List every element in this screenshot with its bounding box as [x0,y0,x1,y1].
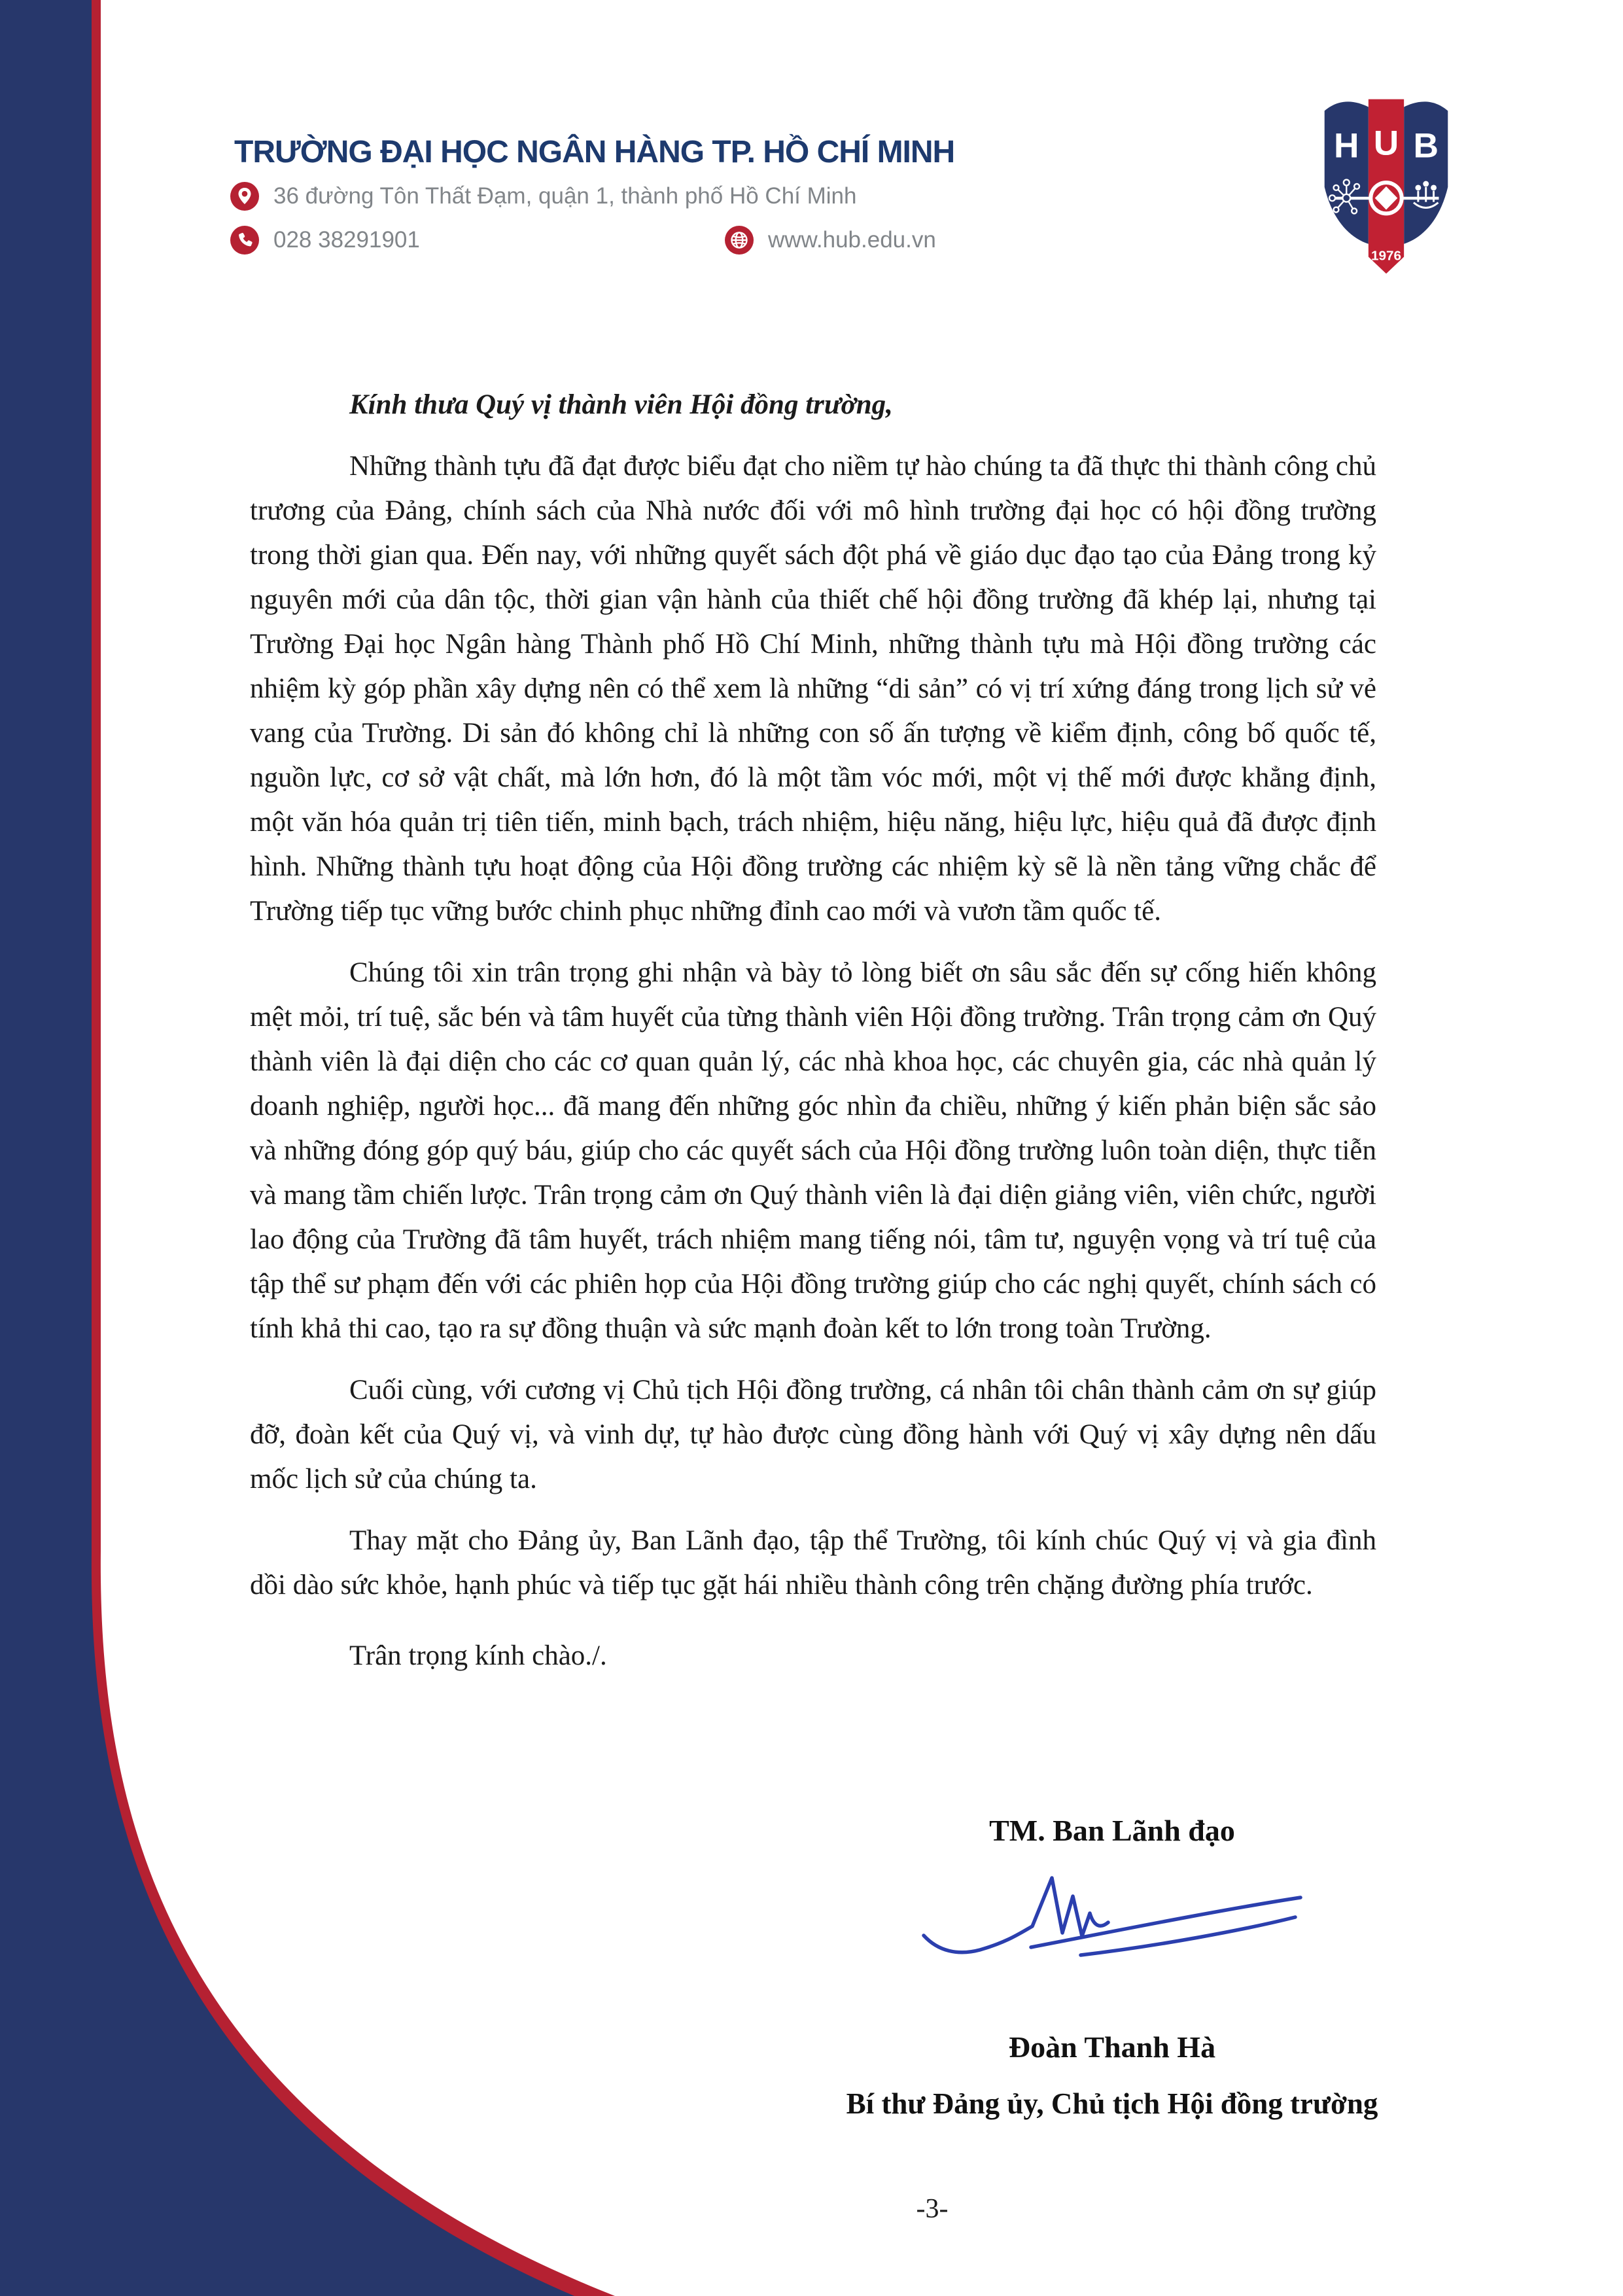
phone-row [230,226,420,255]
body-paragraph-3: Cuối cùng, với cương vị Chủ tịch Hội đồng trường, cá nhân tôi chân thành cảm ơn sự giúp đỡ, đoàn kết của Quý vị, và vinh dự, tự hào được cùng đồng hành với Quý vị xây dựng nên dấu mốc lịch sử của chúng ta. [250,1375,1376,1494]
salutation: Kính thưa Quý vị thành viên Hội đồng trường, [349,389,893,420]
address-text: 36 đường Tôn Thất Đạm, quận 1, thành phố Hồ Chí Minh [273,183,857,209]
globe-icon [725,226,754,255]
location-pin-icon [230,182,259,211]
university-logo [1310,82,1462,283]
body-paragraph-4: Thay mặt cho Đảng ủy, Ban Lãnh đạo, tập thể Trường, tôi kính chúc Quý vị và gia đình dồi dào sức khỏe, hạnh phúc và tiếp tục gặt hái nhiều thành công trên chặng đường phía trước. [250,1525,1376,1600]
letter-body [250,383,1376,1695]
phone-icon [230,226,259,255]
letterhead [0,0,1623,314]
logo-year: 1976 [1370,248,1402,264]
logo-letter-u: U [1373,124,1399,163]
phone-text: 028 38291901 [273,227,420,253]
handwritten-signature [916,1869,1308,1970]
signer-name: Đoàn Thanh Hà [1008,2030,1216,2064]
closing-line: Trân trọng kính chào./. [349,1640,607,1671]
body-paragraph-1: Những thành tựu đã đạt được biểu đạt cho niềm tự hào chúng ta đã thực thi thành công chủ trương của Đảng, chính sách của Nhà nước đối với mô hình trường đại học có hội đồng trường trong thời gian qua. Đến nay, với những quyết sách đột phá về giáo dục đạo tạo của Đảng trong kỷ nguyên mới của dân tộc, thời gian vận hành của thiết chế hội đồng trường đã khép lại, nhưng tại Trường Đại học Ngân hàng Thành phố Hồ Chí Minh, những thành tựu mà Hội đồng trường các nhiệm kỳ góp phần xây dựng nên có thể xem là những “di sản” có vị trí xứng đáng trong lịch sử vẻ vang của Trường. Di sản đó không chỉ là những con số ấn tượng về kiểm định, công bố quốc tế, nguồn lực, cơ sở vật chất, mà lớn hơn, đó là một tầm vóc mới, một vị thế mới được khẳng định, một văn hóa quản trị tiên tiến, minh bạch, trách nhiệm, hiệu năng, hiệu lực, hiệu quả đã được định hình. Những thành tựu hoạt động của Hội đồng trường các nhiệm kỳ sẽ là nền tảng vững chắc để Trường tiếp tục vững bước chinh phục những đỉnh cao mới và vươn tầm quốc tế. [250,451,1376,927]
university-name: TRƯỜNG ĐẠI HỌC NGÂN HÀNG TP. HỒ CHÍ MINH [234,135,955,169]
logo-letter-h: H [1334,126,1359,166]
body-paragraph-2: Chúng tôi xin trân trọng ghi nhận và bày tỏ lòng biết ơn sâu sắc đến sự cống hiến không mệt mỏi, trí tuệ, sắc bén và tâm huyết của từng thành viên Hội đồng trường. Trân trọng cảm ơn Quý thành viên là đại diện cho các cơ quan quản lý, các nhà khoa học, các chuyên gia, các nhà quản lý doanh nghiệp, người học... đã mang đến những góc nhìn đa chiều, những ý kiến phản biện sắc sảo và những đóng góp quý báu, giúp cho các quyết sách của Hội đồng trường luôn toàn diện, thực tiễn và mang tầm chiến lược. Trân trọng cảm ơn Quý thành viên là đại diện giảng viên, viên chức, người lao động của Trường đã tâm huyết, trách nhiệm mang tiếng nói, tâm tư, nguyện vọng và trí tuệ của tập thể sư phạm đến với các phiên họp của Hội đồng trường giúp cho các nghị quyết, chính sách có tính khả thi cao, tạo ra sự đồng thuận và sức mạnh đoàn kết to lớn trong toàn Trường. [250,957,1376,1344]
website-row [725,226,936,255]
signer-title: Bí thư Đảng ủy, Chủ tịch Hội đồng trường [846,2087,1378,2120]
signature-block [746,1812,1478,2122]
website-text: www.hub.edu.vn [768,227,936,253]
address-row [230,182,856,211]
page-number: -3- [916,2194,949,2224]
logo-letter-b: B [1413,126,1439,166]
signature-on-behalf: TM. Ban Lãnh đạo [989,1814,1235,1847]
